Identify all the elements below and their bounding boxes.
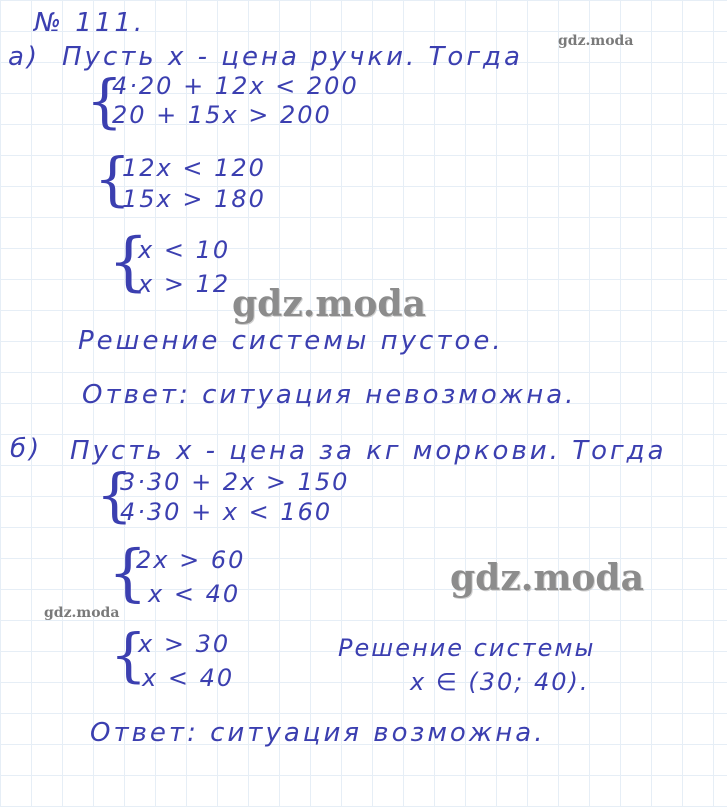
watermark-lower-left: gdz.moda bbox=[44, 605, 120, 621]
part-a-brace-3: { bbox=[108, 225, 149, 299]
part-a-system3-line1: x < 10 bbox=[138, 236, 231, 264]
part-b-brace-1: { bbox=[96, 461, 133, 529]
part-b-solution-value: x ∈ (30; 40). bbox=[410, 668, 590, 696]
part-b-label: б) bbox=[10, 434, 43, 464]
part-b-brace-3: { bbox=[110, 621, 147, 689]
part-a-system3-line2: x > 12 bbox=[138, 270, 231, 298]
part-a-brace-2: { bbox=[94, 145, 131, 213]
part-b-intro: Пусть x - цена за кг моркови. Тогда bbox=[70, 436, 667, 466]
part-a-system2-line2: 15x > 180 bbox=[122, 185, 266, 213]
part-a-answer: Ответ: ситуация невозможна. bbox=[82, 380, 577, 410]
part-a-system1-line1: 4·20 + 12x < 200 bbox=[112, 72, 359, 100]
part-b-answer: Ответ: ситуация возможна. bbox=[90, 718, 546, 748]
part-a-system1-line2: 20 + 15x > 200 bbox=[112, 101, 332, 129]
watermark-top-right: gdz.moda bbox=[558, 33, 634, 49]
watermark-center: gdz.moda bbox=[232, 283, 426, 325]
part-b-system3-line1: x > 30 bbox=[138, 630, 231, 658]
part-b-system3-line2: x < 40 bbox=[142, 664, 235, 692]
part-b-solution-label: Решение системы bbox=[338, 634, 596, 662]
problem-number: № 111. bbox=[34, 8, 146, 38]
part-b-brace-2: { bbox=[108, 536, 148, 609]
part-b-system1-line2: 4·30 + x < 160 bbox=[120, 498, 333, 526]
part-b-system1-line1: 3·30 + 2x > 150 bbox=[120, 468, 350, 496]
part-a-label: а) bbox=[8, 42, 41, 72]
part-b-system2-line2: x < 40 bbox=[148, 580, 241, 608]
part-a-conclusion: Решение системы пустое. bbox=[78, 326, 504, 356]
part-b-system2-line1: 2x > 60 bbox=[136, 546, 246, 574]
part-a-system2-line1: 12x < 120 bbox=[122, 154, 266, 182]
watermark-lower-right: gdz.moda bbox=[450, 557, 644, 599]
part-a-intro: Пусть x - цена ручки. Тогда bbox=[62, 42, 523, 72]
part-a-brace-1: { bbox=[86, 67, 123, 135]
